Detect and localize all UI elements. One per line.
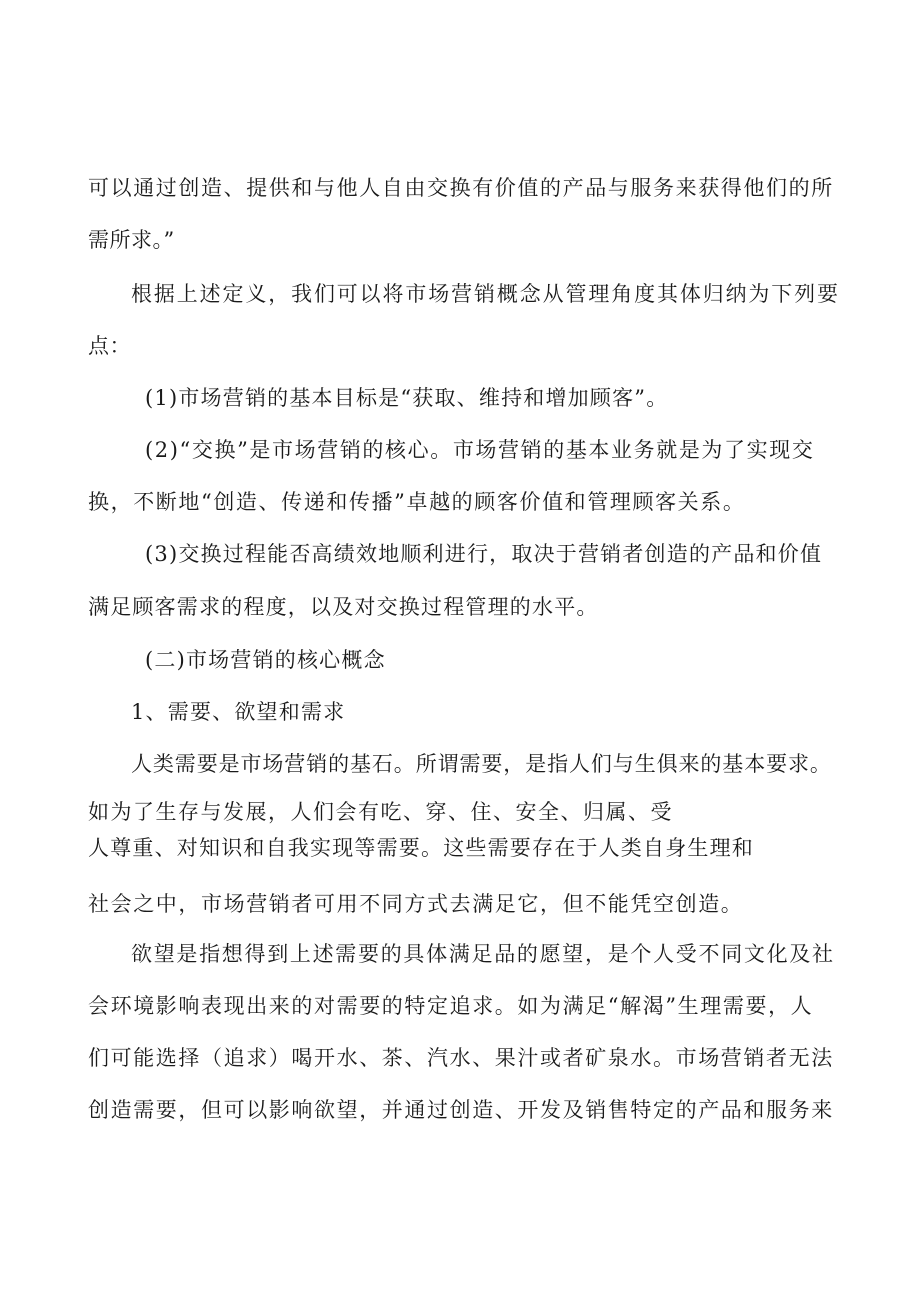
- text-line: 创造需要，但可以影响欲望，并通过创造、开发及销售特定的产品和服务来: [88, 1098, 834, 1122]
- text-line: (3)交换过程能否高绩效地顺利进行，取决于营销者创造的产品和价值: [145, 542, 823, 566]
- text-line: (1)市场营销的基本目标是“获取、维持和增加顾客”。: [145, 386, 669, 410]
- text-line: 点：: [88, 334, 131, 358]
- text-line: 人尊重、对知识和自我实现等需要。这些需要存在于人类自身生理和: [88, 836, 754, 860]
- text-line: 可以通过创造、提供和与他人自由交换有价值的产品与服务来获得他们的所: [88, 176, 834, 200]
- text-line: (2)“交换”是市场营销的核心。市场营销的基本业务就是为了实现交: [145, 438, 815, 462]
- subsection-heading: 1、需要、欲望和需求: [131, 700, 346, 724]
- text-line: 会环境影响表现出来的对需要的特定追求。如为满足“解渴”生理需要，人: [88, 994, 814, 1018]
- text-line: 人类需要是市场营销的基石。所谓需要，是指人们与生俱来的基本要求。: [131, 752, 832, 776]
- section-heading: (二)市场营销的核心概念: [145, 648, 386, 672]
- text-line: 社会之中，市场营销者可用不同方式去满足它，但不能凭空创造。: [88, 892, 744, 916]
- text-line: 换，不断地“创造、传递和传播”卓越的顾客价值和管理顾客关系。: [88, 490, 746, 514]
- text-line: 如为了生存与发展，人们会有吃、穿、住、安全、归属、受: [88, 800, 673, 824]
- text-line: 需所求。”: [88, 228, 175, 252]
- text-line: 根据上述定义，我们可以将市场营销概念从管理角度其体归纳为下列要: [131, 282, 840, 306]
- text-line: 满足顾客需求的程度，以及对交换过程管理的水平。: [88, 595, 599, 619]
- text-line: 欲望是指想得到上述需要的具体满足品的愿望，是个人受不同文化及社: [131, 942, 835, 966]
- text-line: 们可能选择（追求）喝开水、茶、汽水、果汁或者矿泉水。市场营销者无法: [88, 1046, 834, 1070]
